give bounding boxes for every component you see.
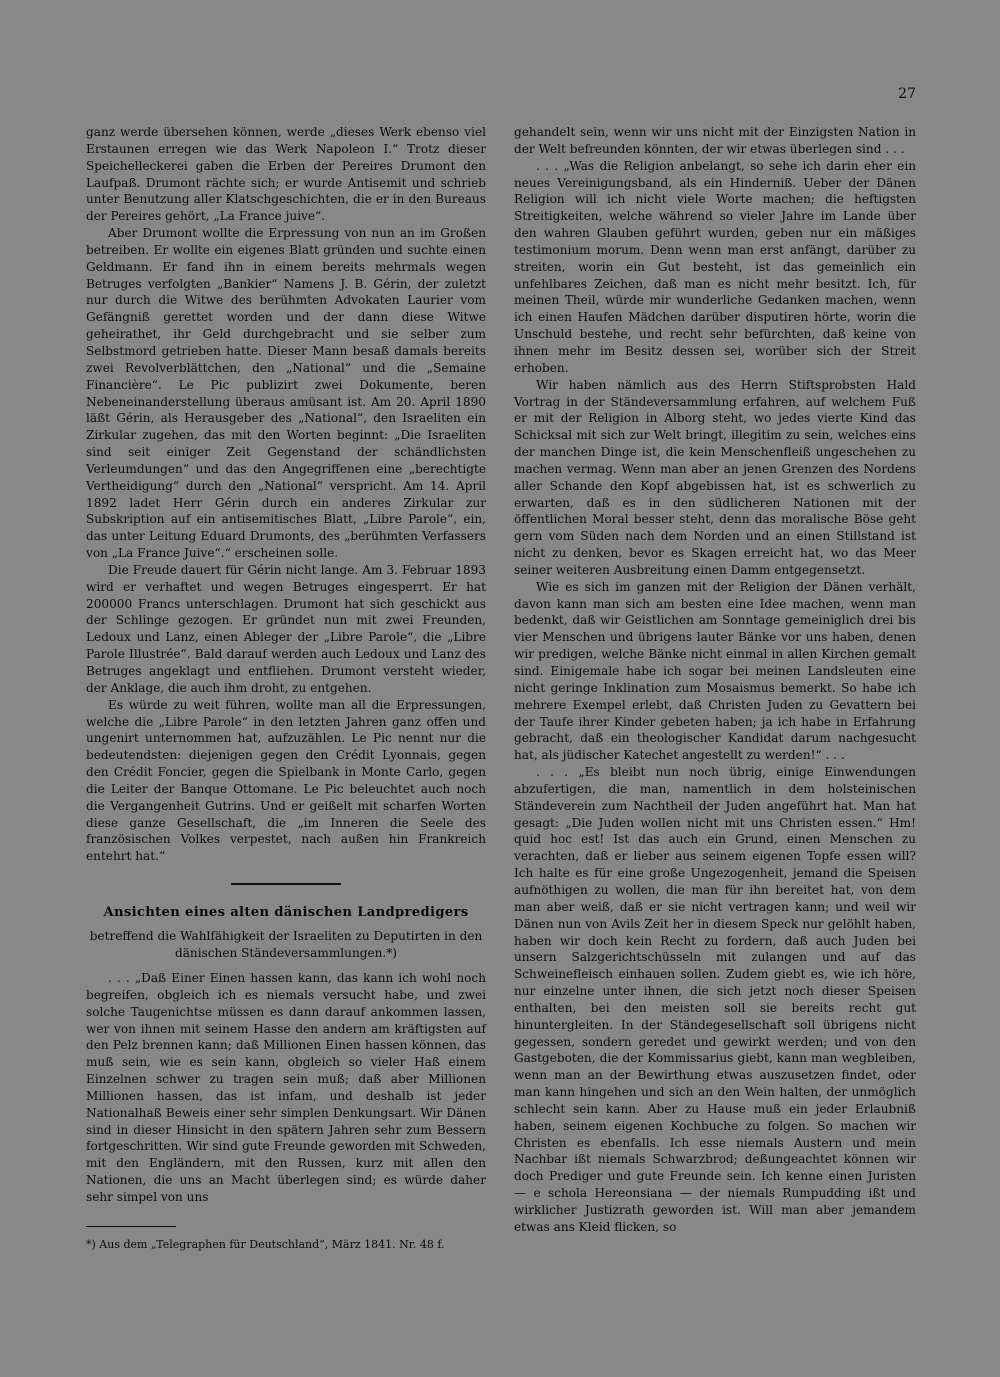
section-divider (231, 883, 341, 885)
article-subheading: betreffend die Wahlfähigkeit der Israeliten zu Deputirten in den dänischen Ständeversammlungen.*) (89, 928, 483, 960)
paragraph: . . . „Was die Religion anbelangt, so sehe ich darin eher ein neues Vereinigungsband, als ein Hinderniß. Ueber der Dänen Religion will ich nicht viele Worte machen; die heftigsten Streitigkeiten, welche während so vieler Jahre im Lande über den wahren Glauben geführt wurden, geben nur ein mäßiges testimonium morum. Denn wenn man erst anfängt, darüber zu streiten, worin ein Gut besteht, ist das gemeinlich ein unfehlbares Zeichen, daß man es nicht mehr besitzt. Ich, für meinen Theil, würde mir wunderliche Gedanken machen, wenn ich einen Haufen Mädchen darüber disputiren hörte, worin die Unschuld bestehe, und recht sehr befürchten, daß keine von ihnen mehr im Besitz dessen sei, worüber sich der Streit erhoben. (514, 158, 916, 375)
paragraph: Wir haben nämlich aus des Herrn Stiftsprobsten Hald Vortrag in der Ständeversammlung erfahren, auf welchem Fuß er mit der Religion in Alborg steht, wo jedes vierte Kind das Schicksal mit sich zur Welt bringt, illegitim zu sein, welches eins der manchen Dinge ist, die kein Menschenfleiß ungeschehen zu machen vermag. Wenn man aber an jenen Grenzen des Nordens aller Schande den Kopf abgebissen hat, ist es schwerlich zu erwarten, daß es in den südlicheren Nationen mit der öffentlichen Moral besser steht, denn das moralische Böse geht gern vom Süden nach dem Norden und an einen Stillstand ist nicht zu denken, bevor es Skagen erreicht hat, wo das Meer seiner weiteren Ausbreitung einen Damm entgegensetzt. (514, 377, 916, 577)
paragraph: ganz werde übersehen können, werde „dieses Werk ebenso viel Erstaunen erregen wie das Werk Napoleon I.“ Trotz dieser Speichelleckerei gaben die Erben der Pereires Drumont den Laufpaß. Drumont rächte sich; er wurde Antisemit und schrieb unter Benutzung aller Klatschgeschichten, die er in den Bureaus der Pereires gehört, „La France juive“. (86, 125, 486, 224)
paragraph: . . . „Daß Einer Einen hassen kann, das kann ich wohl noch begreifen, obgleich ich es niemals versucht habe, und zwei solche Taugenichtse müssen es dann darauf ankommen lassen, wer von ihnen mit seinem Hasse den andern am kräftigsten auf den Pelz brennen kann; daß Millionen Einen hassen können, das muß sein, wie es sein kann, obgleich so vieler Haß einem Einzelnen schwer zu tragen sein muß; daß aber Millionen Millionen hassen, das ist infam, und deshalb ist jeder Nationalhaß Beweis einer sehr simplen Denkungsart. Wir Dänen sind in dieser Hinsicht in den spätern Jahren sehr zum Bessern fortgeschritten. Wir sind gute Freunde geworden mit Schweden, mit den Engländern, mit den Russen, kurz mit allen den Nationen, die uns an Macht überlegen sind; es würde daher sehr simpel von uns (86, 970, 486, 1204)
footnote: *) Aus dem „Telegraphen für Deutschland“, März 1841. Nr. 48 f. (86, 1237, 445, 1251)
paragraph: Wie es sich im ganzen mit der Religion der Dänen verhält, davon kann man sich am besten eine Idee machen, wenn man bedenkt, daß wir Geistlichen am Sonntage gemeiniglich drei bis vier Menschen und übrigens lauter Bänke vor uns haben, denen wir predigen, welche Bänke nicht einmal in allen Kirchen gemalt sind. Einigemale habe ich sogar bei meinen Landsleuten eine nicht geringe Inklination zum Mosaismus bemerkt. So habe ich mehrere Exempel erlebt, daß Christen Juden zu Gevattern bei der Taufe ihrer Kinder gebeten haben; ja ich habe in Erfahrung gebracht, daß ein theologischer Kandidat darum nachgesucht hat, als jüdischer Katechet angestellt zu werden!“ . . . (514, 579, 916, 763)
paragraph: Aber Drumont wollte die Erpressung von nun an im Großen betreiben. Er wollte ein eigenes Blatt gründen und suchte einen Geldmann. Er fand ihn in einem bereits mehrmals wegen Betruges verfolgten „Bankier“ Namens J. B. Gérin, der zuletzt nur durch die Witwe des berühmten Advokaten Laurier vom Gefängniß gerettet worden und der dann diese Witwe geheirathet, ihr Geld durchgebracht und sie selber zum Selbstmord getrieben hatte. Dieser Mann besaß damals bereits zwei Revolverblättchen, den „National“ und die „Semaine Financière“. Le Pic publizirt zwei Dokumente, beren Nebeneinanderstellung überaus amüsant ist. Am 20. April 1890 läßt Gérin, als Herausgeber des „National“, den Israeliten ein Zirkular zugehen, das mit den Worten beginnt: „Die Israeliten sind seit einiger Zeit Gegenstand der schändlichsten Verleumdungen“ und das den Angegriffenen eine „berechtigte Vertheidigung“ durch den „National“ verspricht. Am 14. April 1892 ladet Herr Gérin durch ein anderes Zirkular zur Subskription auf ein antisemitisches Blatt, „Libre Parole“, ein, das unter Leitung Eduard Drumonts, des „berühmten Verfassers von „La France Juive“.“ erscheinen solle. (86, 226, 486, 561)
paragraph: . . . „Es bleibt nun noch übrig, einige Einwendungen abzufertigen, die man, namentlich in dem holsteinischen Ständeverein zum Nachtheil der Juden angeführt hat. Man hat gesagt: „Die Juden wollen nicht mit uns Christen essen.“ Hm! quid hoc est! Ist das auch ein Grund, einen Menschen zu verachten, daß er lieber aus seinem eigenen Topfe essen will? Ich halte es für eine große Ungezogenheit, jemand die Speisen aufnöthigen zu wollen, die man für ihn bereitet hat, von dem man aber weiß, daß er sie nicht vertragen kann; und weil wir Dänen nun von Avils Zeit her in diesem Speck nur gelöhlt haben, haben wir doch kein Recht zu fordern, daß auch Juden bei unsern Salzgerichtschüsseln mit zulangen und auf das Schweinefleisch einhauen sollen. Zudem giebt es, wie ich höre, nur einzelne unter ihnen, die sich jetzt noch dieser Speisen enthalten, bei den meisten soll sie bereits recht gut hinuntergleiten. In der Ständegesellschaft soll übrigens nicht gegessen, sondern geredet und gewirkt werden; und von den Gastgeboten, die der Kommissarius giebt, kann man wegbleiben, wenn man an der Bewirthung etwas auszusetzen findet, oder man kann hingehen und sich an den Wein halten, der unmöglich schlecht sein kann. Aber zu Hause muß ein jeder Erlaubniß haben, seinem eigenen Kochbuche zu folgen. So machen wir Christen es ebenfalls. Ich esse niemals Austern und mein Nachbar ißt niemals Schwarzbrod; deßungeachtet können wir doch Prediger und gute Freunde sein. Ich kenne einen Juristen — e schola Hereonsiana — der niemals Rumpudding ißt und wirklicher Justizrath geworden ist. Will man aber jemandem etwas ans Kleid flicken, so (514, 765, 916, 1234)
article-heading: Ansichten eines alten dänischen Landpredigers (103, 905, 469, 921)
paragraph: Es würde zu weit führen, wollte man all die Erpressungen, welche die „Libre Parole“ in den letzten Jahren ganz offen und ungenirt unternommen hat, aufzuzählen. Le Pic nennt nur die bedeutendsten: diejenigen gegen den Crédit Lyonnais, gegen den Crédit Foncier, gegen die Spielbank in Monte Carlo, gegen die Leiter der Banque Ottomane. Le Pic beleuchtet auch noch die Vergangenheit Gutrins. Und er geißelt mit scharfen Worten diese ganze Gesellschaft, die „im Inneren die Seele des französischen Volkes verpestet, nach außen hin Frankreich entehrt hat.“ (86, 697, 486, 864)
paragraph: Die Freude dauert für Gérin nicht lange. Am 3. Februar 1893 wird er verhaftet und wegen Betruges eingesperrt. Er hat 200000 Francs unterschlagen. Drumont hat sich geschickt aus der Schlinge gezogen. Er gründet nun mit zwei Freunden, Ledoux und Lanz, einen Ableger der „Libre Parole“, die „Libre Parole Illustrée“. Bald darauf werden auch Ledoux und Lanz des Betruges angeklagt und entfliehen. Drumont versteht wieder, der Anklage, die auch ihm droht, zu entgehen. (86, 562, 486, 695)
footnote-rule (86, 1226, 176, 1227)
page-number: 27 (898, 86, 916, 102)
right-column (514, 124, 916, 1236)
paragraph: gehandelt sein, wenn wir uns nicht mit der Einzigsten Nation in der Welt befreunden könnten, der wir etwas überlegen sind . . . (514, 125, 916, 156)
left-column (86, 124, 486, 1252)
